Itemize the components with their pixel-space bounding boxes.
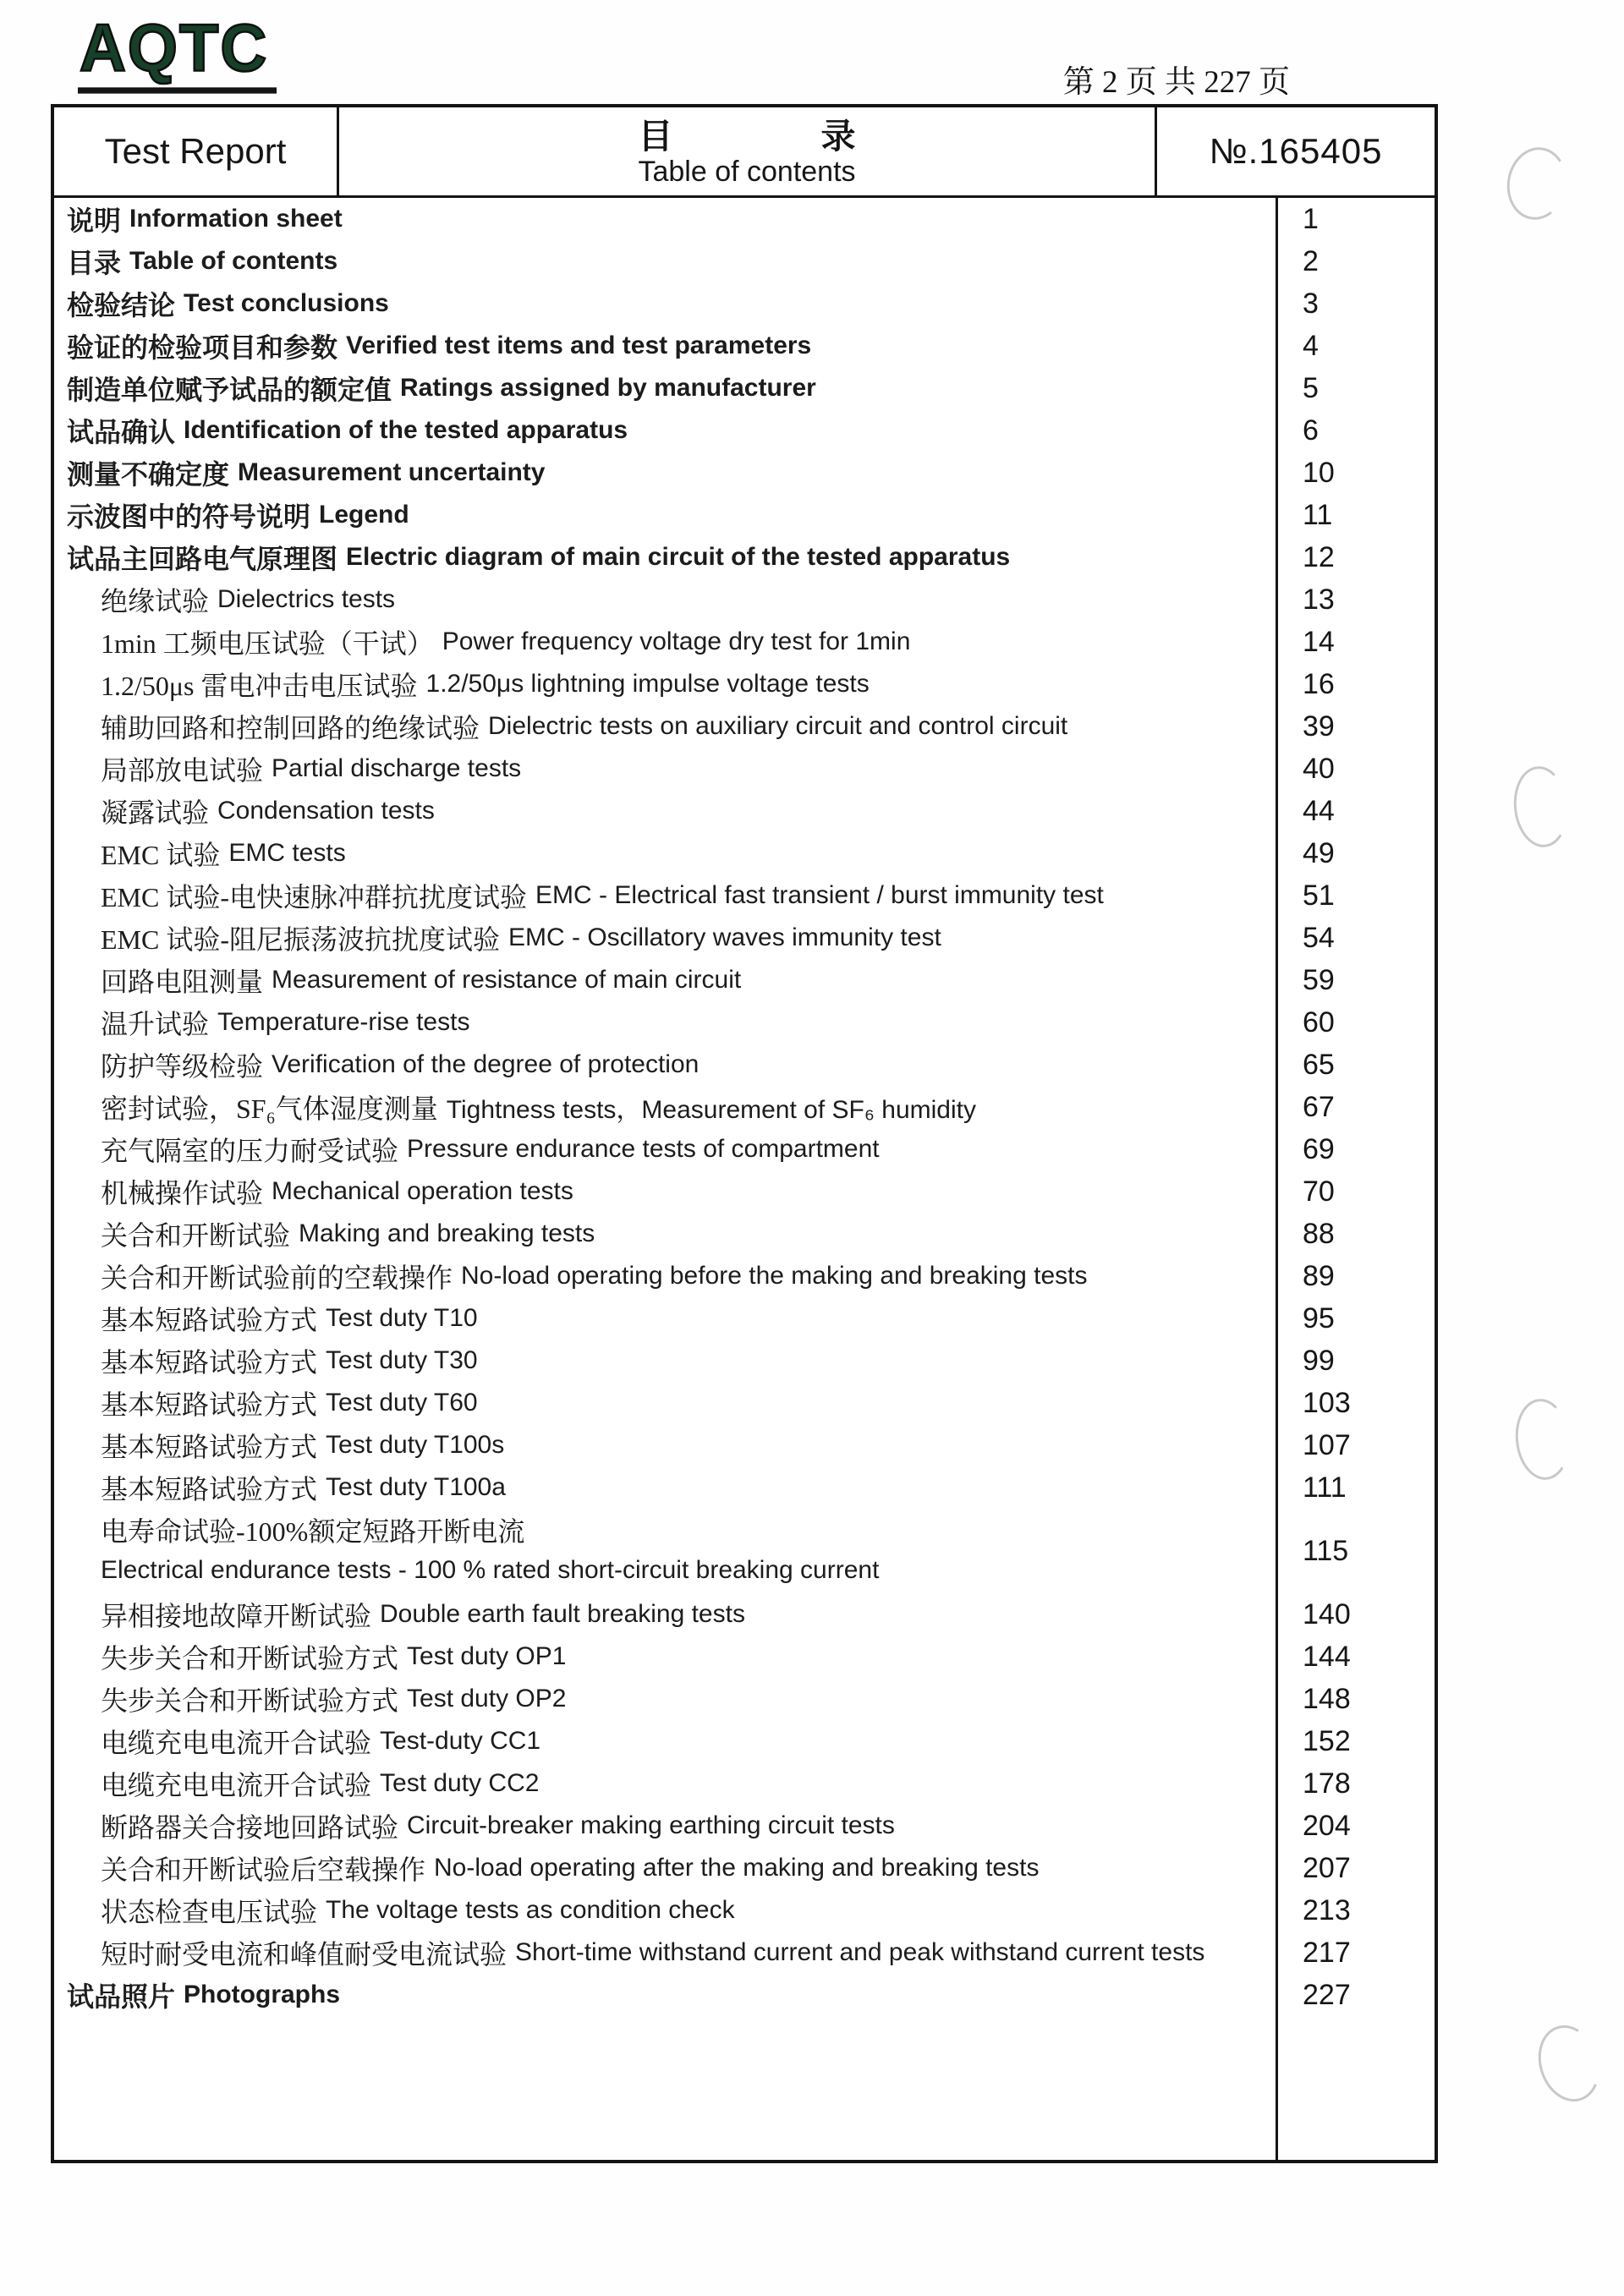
toc-row: [54, 1932, 1435, 1974]
toc-entry-label-en: Temperature-rise tests: [217, 1008, 470, 1036]
toc-entry-label-en: Tightness tests，Measurement of SF₆ humidity: [446, 1096, 976, 1124]
toc-entry-page: 144: [1276, 1636, 1435, 1678]
toc-entry-label-en: Dielectrics tests: [217, 585, 396, 613]
toc-entry-label-en: Power frequency voltage dry test for 1min: [442, 627, 911, 655]
toc-row: [54, 1001, 1435, 1044]
table-header: [54, 107, 1435, 198]
toc-entry-label-zh: 局部放电试验: [101, 755, 264, 786]
toc-entry-label-zh: 关合和开断试验前的空载操作: [101, 1263, 453, 1293]
toc-row: [54, 578, 1435, 621]
toc-entry-page: 4: [1276, 325, 1435, 367]
toc-entry-label: [54, 1213, 1276, 1255]
report-number-cell: [1155, 107, 1435, 195]
toc-entry-label: [54, 705, 1276, 748]
toc-row: [54, 1128, 1435, 1170]
toc-entry-label: [54, 1001, 1276, 1044]
toc-entry-label: [54, 1044, 1276, 1086]
toc-entry-label-zh: 1.2/50μs 雷电冲击电压试验: [101, 671, 418, 701]
toc-entry-label-en: Mechanical operation tests: [272, 1177, 573, 1205]
toc-entry-page: 88: [1276, 1213, 1435, 1255]
toc-entry-label-en: No-load operating after the making and breaking tests: [434, 1854, 1040, 1882]
toc-entry-page: 178: [1276, 1762, 1435, 1805]
toc-entry-label: [54, 621, 1276, 663]
toc-entry-label-en: Legend: [319, 501, 409, 529]
toc-entry-label-zh: 测量不确定度: [67, 459, 230, 490]
toc-row: [54, 1466, 1435, 1509]
toc-entry-label: [54, 367, 1276, 409]
toc-title-zh-left: 目: [638, 116, 673, 156]
toc-entry-label: [54, 1889, 1276, 1932]
toc-entry-label: [54, 1466, 1276, 1509]
toc-entry-label: [54, 790, 1276, 832]
toc-entry-label-en: Verification of the degree of protection: [272, 1050, 700, 1078]
toc-entry-label-zh: 1min 工频电压试验（干试）: [101, 628, 434, 659]
toc-entry-label-zh: 防护等级检验: [101, 1051, 264, 1082]
toc-entry-label: [54, 832, 1276, 874]
toc-row: [54, 1593, 1435, 1636]
toc-entry-label-zh: 关合和开断试验后空载操作: [101, 1855, 426, 1885]
toc-row: [54, 1974, 1435, 2016]
toc-entry-label: [54, 874, 1276, 917]
toc-entry-page: 59: [1276, 959, 1435, 1001]
toc-entry-label-zh: 失步关合和开断试验方式: [101, 1643, 399, 1674]
toc-entry-label: [54, 578, 1276, 621]
toc-entry-label: [54, 663, 1276, 705]
toc-entry-page: 67: [1276, 1086, 1435, 1128]
toc-entry-label-zh: 试品确认: [67, 417, 176, 447]
toc-entry-label-en: Test duty T30: [326, 1346, 478, 1374]
toc-filler-row: [54, 2016, 1435, 2160]
toc-title-en: Table of contents: [638, 156, 856, 188]
toc-entry-page: 1: [1276, 198, 1435, 240]
toc-entry-label-en: The voltage tests as condition check: [326, 1896, 735, 1924]
toc-row: [54, 1382, 1435, 1424]
toc-entry-label-zh: 机械操作试验: [101, 1178, 264, 1208]
toc-entry-label: [54, 325, 1276, 367]
toc-entry-label: [54, 1340, 1276, 1382]
toc-entry-page: 39: [1276, 705, 1435, 748]
toc-entry-page: 213: [1276, 1889, 1435, 1932]
toc-entry-label-en: Electrical endurance tests - 100 % rated short-circuit breaking current: [101, 1556, 880, 1584]
toc-title-cell: [339, 107, 1155, 195]
toc-entry-label-en: EMC tests: [228, 839, 346, 867]
toc-entry-label-zh: 电缆充电电流开合试验: [101, 1770, 372, 1800]
toc-title-zh: [639, 118, 856, 156]
toc-entry-label: [54, 1932, 1276, 1974]
toc-entry-label-zh: 制造单位赋予试品的额定值: [67, 375, 392, 405]
toc-entry-label-zh: 状态检查电压试验: [101, 1897, 318, 1927]
toc-entry-page: 65: [1276, 1044, 1435, 1086]
toc-entry-label-en: Test duty T100s: [326, 1431, 505, 1459]
toc-entry-label: [54, 1255, 1276, 1297]
toc-row: [54, 452, 1435, 494]
toc-entry-label-zh: 绝缘试验: [101, 586, 210, 616]
toc-entry-page: 3: [1276, 282, 1435, 325]
toc-entry-page: 11: [1276, 494, 1435, 536]
toc-entry-label-en: EMC - Electrical fast transient / burst immunity test: [535, 881, 1104, 909]
toc-entry-label-zh: 目录: [67, 248, 122, 278]
toc-row: [54, 705, 1435, 748]
toc-entry-page: 89: [1276, 1255, 1435, 1297]
toc-entry-label-en: Ratings assigned by manufacturer: [400, 374, 816, 402]
toc-entry-label: [54, 494, 1276, 536]
toc-entry-label: [54, 1720, 1276, 1762]
toc-row: [54, 1762, 1435, 1805]
toc-entry-label-zh: 密封试验，SF₆气体湿度测量: [101, 1093, 438, 1124]
toc-entry-label-zh: 短时耐受电流和峰值耐受电流试验: [101, 1939, 508, 1970]
toc-entry-label-en: Partial discharge tests: [272, 754, 522, 782]
toc-entry-label: [54, 1509, 1276, 1593]
toc-entry-page: 6: [1276, 409, 1435, 452]
toc-entry-label: [54, 1974, 1276, 2016]
toc-entry-page: 40: [1276, 748, 1435, 790]
toc-entry-label-en: Test duty CC2: [380, 1769, 540, 1797]
toc-row: [54, 536, 1435, 578]
toc-entry-label-en: Test-duty CC1: [380, 1727, 541, 1755]
toc-row: [54, 1170, 1435, 1213]
toc-row: [54, 874, 1435, 917]
toc-entry-label-zh: 异相接地故障开断试验: [101, 1601, 372, 1631]
toc-row: [54, 1889, 1435, 1932]
toc-entry-label: [54, 282, 1276, 325]
aqtc-logo: AQTC: [78, 14, 277, 94]
toc-entry-page: 12: [1276, 536, 1435, 578]
binder-mark: [1510, 764, 1572, 850]
toc-entry-page: 111: [1276, 1466, 1435, 1509]
toc-entry-label-zh: 验证的检验项目和参数: [67, 332, 338, 363]
toc-entry-label-en: Test conclusions: [184, 289, 389, 317]
toc-entry-page: 152: [1276, 1720, 1435, 1762]
report-title-cell: [54, 107, 339, 195]
toc-row: [54, 959, 1435, 1001]
toc-row: [54, 917, 1435, 959]
toc-entry-label-zh: 回路电阻测量: [101, 967, 264, 997]
toc-row: [54, 621, 1435, 663]
toc-entry-label-zh: 检验结论: [67, 290, 176, 321]
toc-entry-label: [54, 1424, 1276, 1466]
toc-entry-label-zh: 电缆充电电流开合试验: [101, 1728, 372, 1758]
toc-entry-label-en: Information sheet: [129, 205, 343, 233]
toc-entry-page: 148: [1276, 1678, 1435, 1720]
toc-entry-label: [54, 959, 1276, 1001]
toc-row: [54, 198, 1435, 240]
toc-entry-label-en: Test duty OP1: [407, 1642, 567, 1670]
toc-entry-label: [54, 1170, 1276, 1213]
toc-entry-label: [54, 198, 1276, 240]
toc-row: [54, 409, 1435, 452]
toc-entry-label: [54, 1297, 1276, 1340]
toc-entry-label-zh: 基本短路试验方式: [101, 1389, 318, 1420]
toc-entry-page: 99: [1276, 1340, 1435, 1382]
toc-entry-page: 44: [1276, 790, 1435, 832]
toc-entry-label-zh: EMC 试验-阻尼振荡波抗扰度试验: [101, 924, 501, 955]
toc-entry-page: 217: [1276, 1932, 1435, 1974]
toc-entry-label-en: Photographs: [184, 1981, 341, 2008]
page-counter: 第 2 页 共 227 页: [1062, 65, 1290, 100]
toc-row: [54, 1044, 1435, 1086]
toc-entry-label-en: Double earth fault breaking tests: [380, 1600, 745, 1628]
toc-entry-label: [54, 1805, 1276, 1847]
toc-entry-page: 5: [1276, 367, 1435, 409]
toc-entry-label-en: Test duty T10: [326, 1304, 478, 1332]
toc-entry-label-zh: 基本短路试验方式: [101, 1432, 318, 1462]
toc-filler-page: [1276, 2016, 1435, 2160]
toc-entry-label-en: Dielectric tests on auxiliary circuit and control circuit: [488, 712, 1068, 740]
toc-entry-label-en: Condensation tests: [217, 797, 435, 825]
toc-entry-label: [54, 748, 1276, 790]
toc-entry-label-zh: EMC 试验: [101, 840, 221, 870]
toc-entry-page: 70: [1276, 1170, 1435, 1213]
toc-entry-label: [54, 1128, 1276, 1170]
toc-entry-label-en: Identification of the tested apparatus: [184, 416, 628, 444]
toc-entry-page: 16: [1276, 663, 1435, 705]
toc-entry-label: [54, 1382, 1276, 1424]
toc-entry-label-en: Measurement uncertainty: [238, 458, 546, 486]
toc-entry-page: 49: [1276, 832, 1435, 874]
toc-filler-label: [54, 2016, 1276, 2160]
toc-entry-label-en: Test duty OP2: [407, 1685, 567, 1712]
toc-entry-page: 51: [1276, 874, 1435, 917]
toc-entry-page: 69: [1276, 1128, 1435, 1170]
toc-entry-label-en: Electric diagram of main circuit of the tested apparatus: [346, 543, 1011, 571]
toc-entry-page: 207: [1276, 1847, 1435, 1889]
toc-entry-label-zh: 基本短路试验方式: [101, 1305, 318, 1335]
toc-row: [54, 1340, 1435, 1382]
toc-entry-page: 103: [1276, 1382, 1435, 1424]
toc-row: [54, 1805, 1435, 1847]
toc-entry-label-zh: 凝露试验: [101, 797, 210, 828]
toc-entry-page: 140: [1276, 1593, 1435, 1636]
toc-entry-label-en: Making and breaking tests: [299, 1219, 595, 1247]
toc-entry-label-en: Short-time withstand current and peak withstand current tests: [515, 1938, 1205, 1966]
toc-row: [54, 663, 1435, 705]
toc-entry-label-zh: EMC 试验-电快速脉冲群抗扰度试验: [101, 882, 528, 912]
toc-entry-label-zh: 说明: [67, 205, 122, 236]
toc-row: [54, 832, 1435, 874]
toc-entry-page: 95: [1276, 1297, 1435, 1340]
toc-entry-label-zh: 温升试验: [101, 1009, 210, 1039]
toc-entry-label-zh: 示波图中的符号说明: [67, 501, 311, 532]
toc-row: [54, 790, 1435, 832]
toc-row: [54, 1678, 1435, 1720]
toc-entry-label-zh: 断路器关合接地回路试验: [101, 1812, 399, 1843]
toc-title-zh-right: 录: [820, 116, 856, 156]
toc-entry-page: 227: [1276, 1974, 1435, 2016]
binder-mark: [1528, 2017, 1609, 2109]
toc-row: [54, 1255, 1435, 1297]
toc-entry-label: [54, 1847, 1276, 1889]
toc-row: [54, 1636, 1435, 1678]
toc-entry-page: 107: [1276, 1424, 1435, 1466]
toc-entry-label-en: Measurement of resistance of main circuit: [272, 966, 742, 994]
toc-row: [54, 282, 1435, 325]
toc-entry-label-en: Test duty T60: [326, 1389, 478, 1417]
toc-entry-label: [54, 452, 1276, 494]
toc-row: [54, 748, 1435, 790]
toc-entry-label-zh: 充气隔室的压力耐受试验: [101, 1136, 399, 1166]
toc-entry-label-en: Pressure endurance tests of compartment: [407, 1135, 880, 1163]
toc-entry-page: 115: [1276, 1509, 1435, 1593]
toc-entry-label-zh: 失步关合和开断试验方式: [101, 1685, 399, 1716]
toc-entry-label: [54, 1593, 1276, 1636]
toc-entry-label-zh: 关合和开断试验: [101, 1220, 291, 1251]
toc-entry-label: [54, 240, 1276, 282]
toc-row: [54, 1720, 1435, 1762]
toc-entry-label-zh: 基本短路试验方式: [101, 1347, 318, 1378]
toc-row: [54, 1213, 1435, 1255]
toc-entry-page: 13: [1276, 578, 1435, 621]
toc-entry-label: [54, 536, 1276, 578]
toc-row: [54, 240, 1435, 282]
toc-row: [54, 1424, 1435, 1466]
toc-entry-label-en: 1.2/50μs lightning impulse voltage tests: [425, 670, 870, 698]
toc-entry-label-zh: 基本短路试验方式: [101, 1474, 318, 1504]
toc-entry-label: [54, 1636, 1276, 1678]
toc-entry-label-en: No-load operating before the making and breaking tests: [461, 1262, 1088, 1290]
toc-entry-page: 204: [1276, 1805, 1435, 1847]
toc-row: [54, 1086, 1435, 1128]
toc-entry-page: 2: [1276, 240, 1435, 282]
toc-table: [51, 104, 1438, 2163]
toc-entry-page: 60: [1276, 1001, 1435, 1044]
toc-row: [54, 494, 1435, 536]
toc-entry-page: 10: [1276, 452, 1435, 494]
toc-row: [54, 1847, 1435, 1889]
report-number: №.165405: [1209, 131, 1383, 171]
toc-entry-label-zh: 试品主回路电气原理图: [67, 544, 338, 574]
toc-row: [54, 367, 1435, 409]
toc-entry-label-en: Verified test items and test parameters: [346, 332, 812, 359]
toc-entry-label: [54, 917, 1276, 959]
toc-entry-label-en: Circuit-breaker making earthing circuit tests: [407, 1811, 895, 1839]
toc-body: [54, 198, 1435, 2160]
toc-entry-label-zh: 试品照片: [67, 1981, 176, 2012]
toc-entry-label: [54, 409, 1276, 452]
toc-entry-label: [54, 1762, 1276, 1805]
toc-entry-label-en: EMC - Oscillatory waves immunity test: [508, 923, 941, 951]
toc-entry-page: 54: [1276, 917, 1435, 959]
toc-row: [54, 1509, 1435, 1593]
report-title: Test Report: [104, 131, 287, 171]
toc-entry-label-en: Table of contents: [129, 247, 338, 275]
toc-entry-label: [54, 1086, 1276, 1128]
binder-mark: [1512, 1396, 1574, 1482]
toc-entry-label: [54, 1678, 1276, 1720]
toc-entry-label-zh: 电寿命试验-100%额定短路开断电流: [101, 1516, 525, 1547]
toc-entry-page: 14: [1276, 621, 1435, 663]
toc-entry-label-zh: 辅助回路和控制回路的绝缘试验: [101, 713, 480, 743]
toc-row: [54, 1297, 1435, 1340]
toc-entry-label-en: Test duty T100a: [326, 1473, 506, 1501]
toc-row: [54, 325, 1435, 367]
binder-mark: [1501, 143, 1572, 225]
